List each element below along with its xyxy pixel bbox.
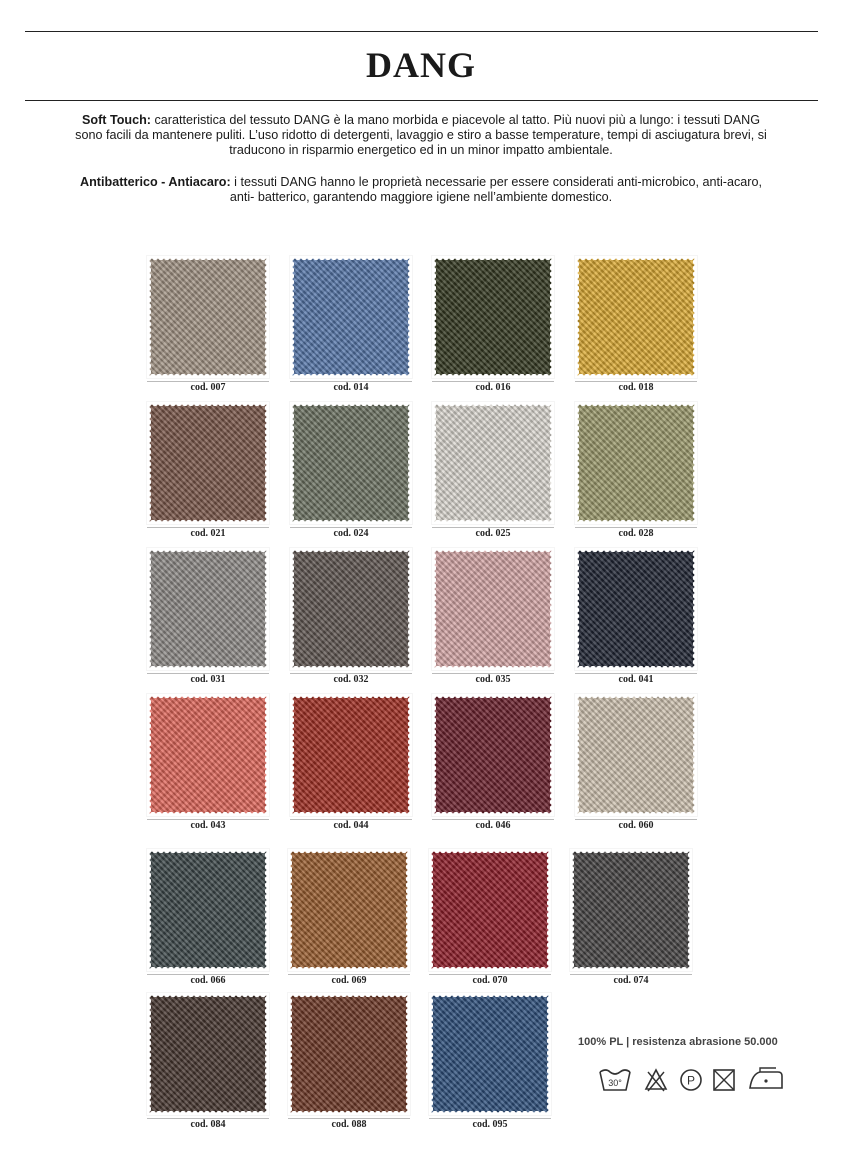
swatch-texture <box>290 256 412 378</box>
pinked-edge <box>147 694 151 816</box>
pinked-edge <box>575 548 579 670</box>
pinked-edge <box>147 993 151 1115</box>
care-symbols <box>598 1066 788 1094</box>
swatch-texture <box>429 849 551 971</box>
fabric-swatch <box>290 694 412 816</box>
pinked-edge <box>288 1111 410 1115</box>
swatch-texture <box>432 548 554 670</box>
pinked-edge <box>429 1111 551 1115</box>
pinked-edge <box>432 520 554 524</box>
swatch-code-label: cod. 018 <box>618 382 654 393</box>
swatch-code-label: cod. 041 <box>618 674 654 685</box>
title-rule <box>25 100 818 101</box>
swatch-texture <box>288 849 410 971</box>
fabric-swatch <box>288 849 410 971</box>
pinked-edge <box>432 256 436 378</box>
pinked-edge <box>147 256 269 260</box>
swatch-texture <box>288 993 410 1115</box>
fabric-swatch <box>575 402 697 524</box>
fabric-swatch <box>288 993 410 1115</box>
pinked-edge <box>290 694 294 816</box>
soft-touch-label: Soft Touch: <box>81 113 151 127</box>
pinked-edge <box>290 256 412 260</box>
pinked-edge <box>290 812 412 816</box>
pinked-edge <box>693 256 697 378</box>
pinked-edge <box>290 548 412 552</box>
pinked-edge <box>429 993 433 1115</box>
fabric-swatch <box>432 694 554 816</box>
top-rule <box>25 31 818 32</box>
pinked-edge <box>693 548 697 670</box>
swatch-texture <box>432 256 554 378</box>
swatch-texture <box>575 402 697 524</box>
fabric-swatch <box>290 548 412 670</box>
pinked-edge <box>147 548 151 670</box>
pinked-edge <box>575 402 697 406</box>
swatch-code-label: cod. 007 <box>190 382 226 393</box>
fabric-swatch <box>429 849 551 971</box>
intro-text <box>70 113 772 222</box>
swatch-code-label: cod. 074 <box>613 975 649 986</box>
swatch-texture <box>290 402 412 524</box>
swatch-texture <box>290 694 412 816</box>
fabric-swatch <box>290 402 412 524</box>
soft-touch-paragraph <box>70 113 772 158</box>
swatch-code-label: cod. 043 <box>190 820 226 831</box>
pinked-edge <box>290 694 412 698</box>
pinked-edge <box>265 402 269 524</box>
soft-touch-text: caratteristica del tessuto DANG è la mano morbida e piacevole al tatto. Più nuovi più a lungo: i tessuti DANG sono facili da mantenere puliti. L’uso ridotto di detergenti, lavaggio e stiro a basse temperature, tempi di asciugatura brevi, si traducono in risparmio energetico ed in un minor impatto ambientale. <box>75 113 767 157</box>
pinked-edge <box>288 849 410 853</box>
pinked-edge <box>288 849 292 971</box>
pinked-edge <box>432 666 554 670</box>
pinked-edge <box>570 849 692 853</box>
swatch-code-label: cod. 016 <box>475 382 511 393</box>
swatch-code-label: cod. 025 <box>475 528 511 539</box>
pinked-edge <box>575 694 579 816</box>
swatch-texture <box>147 849 269 971</box>
pinked-edge <box>147 666 269 670</box>
pinked-edge <box>575 402 579 524</box>
swatch-code-label: cod. 035 <box>475 674 511 685</box>
swatch-code-label: cod. 032 <box>333 674 369 685</box>
pinked-edge <box>547 993 551 1115</box>
pinked-edge <box>288 993 410 997</box>
pinked-edge <box>575 812 697 816</box>
fabric-swatch <box>147 849 269 971</box>
fabric-swatch <box>575 256 697 378</box>
fabric-swatch <box>147 402 269 524</box>
pinked-edge <box>575 520 697 524</box>
swatch-texture <box>432 402 554 524</box>
svg-text:P: P <box>686 1073 696 1088</box>
swatch-code-label: cod. 028 <box>618 528 654 539</box>
pinked-edge <box>288 993 292 1115</box>
swatch-code-label: cod. 014 <box>333 382 369 393</box>
pinked-edge <box>147 256 151 378</box>
pinked-edge <box>432 548 436 670</box>
pinked-edge <box>547 849 551 971</box>
swatch-texture <box>147 694 269 816</box>
swatch-code-label: cod. 069 <box>331 975 367 986</box>
pinked-edge <box>147 849 151 971</box>
pinked-edge <box>147 694 269 698</box>
page-title: DANG <box>366 45 476 85</box>
antibacterial-label: Antibatterico - Antiacaro: <box>80 175 231 189</box>
pinked-edge <box>432 256 554 260</box>
pinked-edge <box>406 993 410 1115</box>
pinked-edge <box>290 374 412 378</box>
swatch-texture <box>147 993 269 1115</box>
swatch-texture <box>575 256 697 378</box>
swatch-texture <box>290 548 412 670</box>
pinked-edge <box>693 694 697 816</box>
pinked-edge <box>570 967 692 971</box>
no-tumble-dry-icon <box>712 1066 736 1094</box>
pinked-edge <box>147 812 269 816</box>
swatch-code-label: cod. 044 <box>333 820 369 831</box>
swatch-code-label: cod. 084 <box>190 1119 226 1130</box>
swatch-code-label: cod. 046 <box>475 820 511 831</box>
pinked-edge <box>432 374 554 378</box>
fabric-swatch <box>147 548 269 670</box>
pinked-edge <box>290 402 412 406</box>
pinked-edge <box>432 402 554 406</box>
fabric-swatch <box>432 548 554 670</box>
pinked-edge <box>575 548 697 552</box>
pinked-edge <box>575 694 697 698</box>
pinked-edge <box>432 812 554 816</box>
pinked-edge <box>429 849 433 971</box>
swatch-texture <box>147 548 269 670</box>
pinked-edge <box>290 520 412 524</box>
antibacterial-paragraph <box>70 175 772 205</box>
pinked-edge <box>265 548 269 670</box>
iron-low-icon <box>746 1066 786 1094</box>
pinked-edge <box>408 256 412 378</box>
pinked-edge <box>688 849 692 971</box>
pinked-edge <box>432 694 436 816</box>
pinked-edge <box>265 256 269 378</box>
fabric-swatch <box>575 694 697 816</box>
fabric-swatch <box>147 694 269 816</box>
pinked-edge <box>408 548 412 670</box>
pinked-edge <box>147 967 269 971</box>
swatch-code-label: cod. 095 <box>472 1119 508 1130</box>
pinked-edge <box>147 849 269 853</box>
composition-spec: 100% PL | resistenza abrasione 50.000 <box>578 1036 778 1048</box>
pinked-edge <box>550 548 554 670</box>
no-bleach-icon <box>644 1066 668 1094</box>
pinked-edge <box>290 256 294 378</box>
pinked-edge <box>432 548 554 552</box>
pinked-edge <box>147 993 269 997</box>
pinked-edge <box>290 548 294 670</box>
pinked-edge <box>429 967 551 971</box>
swatch-texture <box>575 548 697 670</box>
pinked-edge <box>693 402 697 524</box>
pinked-edge <box>570 849 574 971</box>
pinked-edge <box>288 967 410 971</box>
pinked-edge <box>550 256 554 378</box>
dry-clean-p-icon <box>678 1066 704 1094</box>
antibacterial-text: i tessuti DANG hanno le proprietà necessarie per essere considerati anti-microbico, anti-acaro, anti- batterico, garantendo maggiore igiene nell’ambiente domestico. <box>229 175 762 204</box>
pinked-edge <box>575 666 697 670</box>
swatch-texture <box>432 694 554 816</box>
pinked-edge <box>408 694 412 816</box>
pinked-edge <box>147 1111 269 1115</box>
pinked-edge <box>265 993 269 1115</box>
pinked-edge <box>406 849 410 971</box>
pinked-edge <box>265 849 269 971</box>
swatch-texture <box>429 993 551 1115</box>
pinked-edge <box>147 402 269 406</box>
wash-temp-label: 30° <box>608 1078 622 1088</box>
pinked-edge <box>290 402 294 524</box>
pinked-edge <box>575 374 697 378</box>
pinked-edge <box>575 256 697 260</box>
pinked-edge <box>429 993 551 997</box>
pinked-edge <box>147 548 269 552</box>
swatch-code-label: cod. 088 <box>331 1119 367 1130</box>
swatch-texture <box>575 694 697 816</box>
swatch-texture <box>147 402 269 524</box>
pinked-edge <box>432 402 436 524</box>
pinked-edge <box>432 694 554 698</box>
pinked-edge <box>408 402 412 524</box>
swatch-code-label: cod. 066 <box>190 975 226 986</box>
pinked-edge <box>147 374 269 378</box>
swatch-code-label: cod. 070 <box>472 975 508 986</box>
fabric-swatch <box>575 548 697 670</box>
pinked-edge <box>290 666 412 670</box>
fabric-swatch <box>429 993 551 1115</box>
fabric-swatch <box>432 256 554 378</box>
fabric-swatch <box>290 256 412 378</box>
pinked-edge <box>265 694 269 816</box>
fabric-swatch <box>570 849 692 971</box>
swatch-texture <box>147 256 269 378</box>
pinked-edge <box>550 402 554 524</box>
wash-30-icon <box>598 1066 632 1094</box>
pinked-edge <box>550 694 554 816</box>
pinked-edge <box>147 520 269 524</box>
pinked-edge <box>575 256 579 378</box>
fabric-swatch <box>147 993 269 1115</box>
swatch-code-label: cod. 060 <box>618 820 654 831</box>
swatch-code-label: cod. 031 <box>190 674 226 685</box>
swatch-texture <box>570 849 692 971</box>
swatch-code-label: cod. 024 <box>333 528 369 539</box>
fabric-swatch <box>432 402 554 524</box>
pinked-edge <box>429 849 551 853</box>
fabric-swatch <box>147 256 269 378</box>
pinked-edge <box>147 402 151 524</box>
swatch-code-label: cod. 021 <box>190 528 226 539</box>
